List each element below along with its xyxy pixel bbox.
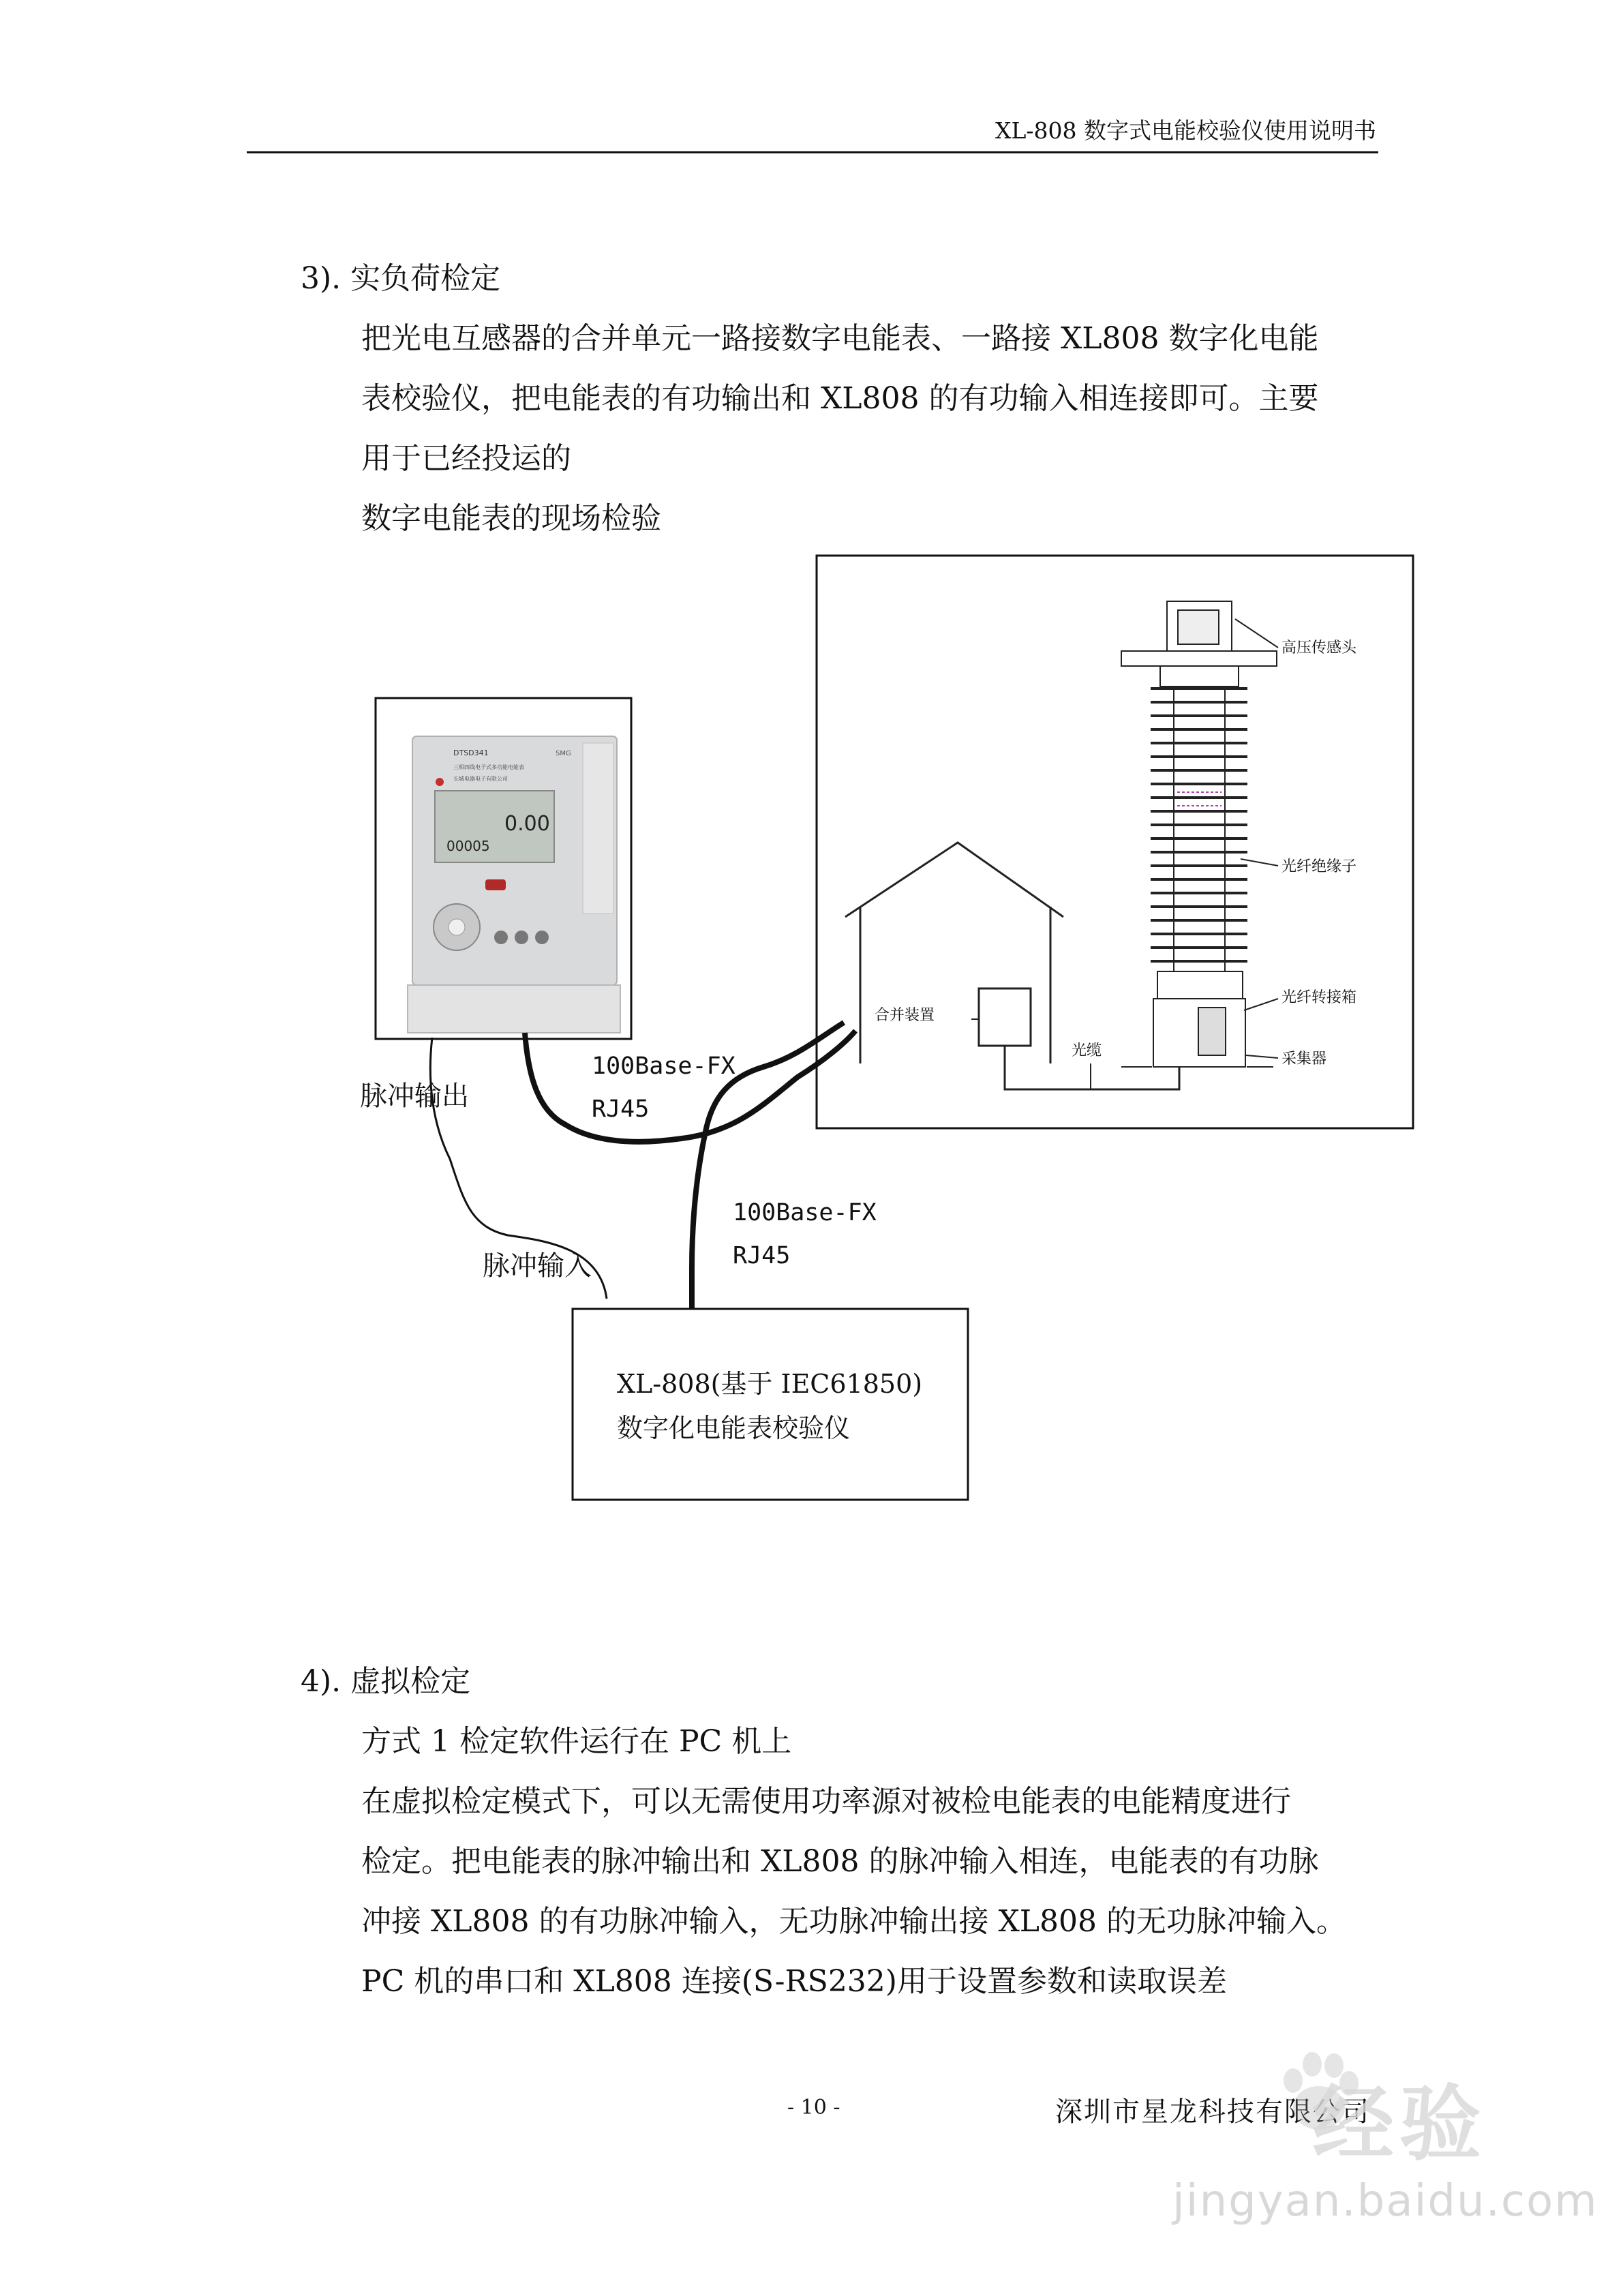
section-4-line-3: 冲接 XL808 的有功脉冲输入，无功脉冲输出接 XL808 的无功脉冲输入。 [361,1904,1346,1939]
link1-connector-label: RJ45 [592,1096,650,1123]
meter-button-icon [535,931,549,944]
meter-display-sub: 00005 [446,838,490,854]
section-3-line-4: 数字电能表的现场检验 [361,501,661,536]
section-4-subheading: 方式 1 检定软件运行在 PC 机上 [361,1724,792,1759]
merging-unit-label: 合并装置 [875,1007,935,1024]
section-4-line-2: 检定。把电能表的脉冲输出和 XL808 的脉冲输入相连，电能表的有功脉 [361,1844,1319,1879]
optical-cable-label: 光缆 [1072,1042,1102,1059]
collector-label: 采集器 [1281,1051,1327,1068]
company-name: 深圳市星龙科技有限公司 [1055,2096,1370,2128]
section-3-heading: 3). 实负荷检定 [301,261,501,296]
meter-brand-text: SMG [556,750,571,757]
instrument-name-line1: XL-808(基于 IEC61850) [617,1369,923,1399]
fiber-insulator-label: 光纤绝缘子 [1281,858,1357,875]
document-header-title: XL-808 数字式电能校验仪使用说明书 [995,117,1376,144]
page-number: - 10 - [787,2096,840,2119]
section-3-line-3: 用于已经投运的 [361,441,571,476]
meter-display-main: 0.00 [504,812,550,836]
section-3-line-2: 表校验仪，把电能表的有功输出和 XL808 的有功输入相连接即可。主要 [361,381,1319,416]
electric-meter-photo [376,698,631,1039]
xl808-instrument-box [573,1309,968,1500]
fiber-junction-box-label: 光纤转接箱 [1281,989,1357,1006]
link2-protocol-label: 100Base-FX [733,1199,877,1226]
link1-protocol-label: 100Base-FX [592,1053,735,1080]
section-4-line-1: 在虚拟检定模式下，可以无需使用功率源对被检电能表的电能精度进行 [361,1784,1291,1819]
meter-caption-2: 长城电器电子有限公司 [453,776,508,782]
section-4-line-4: PC 机的串口和 XL808 连接(S-RS232)用于设置参数和读取误差 [361,1964,1227,1999]
watermark-brand: 经验 [1312,2077,1487,2172]
pulse-output-label: 脉冲输出 [360,1081,469,1112]
meter-button-icon [494,931,508,944]
link2-connector-label: RJ45 [733,1242,791,1269]
meter-button-icon [515,931,528,944]
meter-model-text: DTSD341 [453,749,489,757]
meter-indicator-icon [485,879,506,890]
section-3-line-1: 把光电互感器的合并单元一路接数字电能表、一路接 XL808 数字化电能 [361,321,1319,356]
watermark-url: jingyan.baidu.com [1172,2176,1598,2226]
hv-sensor-head-label: 高压传感头 [1281,639,1357,656]
section-4-heading: 4). 虚拟检定 [301,1664,471,1699]
meter-led-icon [436,778,444,786]
pulse-input-label: 脉冲输入 [483,1250,592,1282]
instrument-name-line2: 数字化电能表校验仪 [617,1413,851,1443]
merging-unit-box [979,988,1031,1046]
meter-caption-1: 三相四线电子式多功能电能表 [453,764,524,770]
